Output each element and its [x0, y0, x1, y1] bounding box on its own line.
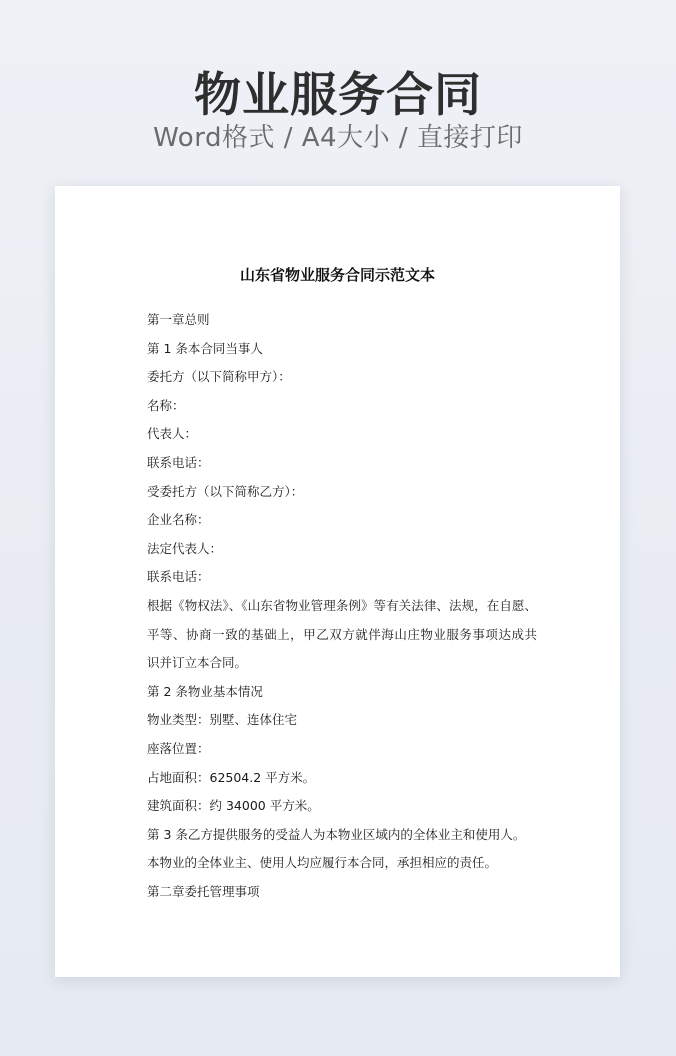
document-line: 座落位置：: [147, 740, 210, 756]
document-line: 本物业的全体业主、使用人均应履行本合同，承担相应的责任。: [147, 855, 498, 871]
document-body: [147, 306, 537, 906]
article-heading: 第 3 条乙方提供服务的受益人为本物业区域内的全体业主和使用人。: [147, 826, 526, 842]
document-line: 代表人：: [147, 426, 198, 442]
document-line: 企业名称：: [147, 512, 210, 528]
document-line: 占地面积：62504.2 平方米。: [147, 769, 316, 785]
banner-subtitle: Word格式 / A4大小 / 直接打印: [153, 123, 523, 153]
paragraph-line: 根据《物权法》、《山东省物业管理条例》等有关法律、法规，在自愿、: [147, 597, 537, 613]
document-line: 联系电话：: [147, 569, 210, 585]
article-heading: 第 1 条本合同当事人: [147, 340, 263, 356]
article-heading: 第 2 条物业基本情况: [147, 683, 263, 699]
paragraph-line: 识并订立本合同。: [147, 655, 248, 671]
document-line: 物业类型：别墅、连体住宅: [147, 712, 298, 728]
document-line: 委托方（以下简称甲方）：: [147, 369, 291, 385]
banner-title: 物业服务合同: [194, 68, 482, 123]
chapter-heading: 第一章总则: [147, 312, 210, 327]
document-line: 法定代表人：: [147, 540, 223, 556]
document-title: 山东省物业服务合同示范文本: [239, 266, 435, 284]
document-line: 受委托方（以下简称乙方）：: [147, 483, 304, 499]
document-line: 联系电话：: [147, 454, 210, 470]
document-line: 建筑面积：约 34000 平方米。: [147, 798, 320, 814]
paragraph-line: 平等、协商一致的基础上，甲乙双方就伴海山庄物业服务事项达成共: [147, 626, 537, 642]
document-page: [55, 186, 620, 977]
chapter-heading: 第二章委托管理事项: [147, 883, 260, 899]
document-line: 名称：: [147, 397, 185, 413]
